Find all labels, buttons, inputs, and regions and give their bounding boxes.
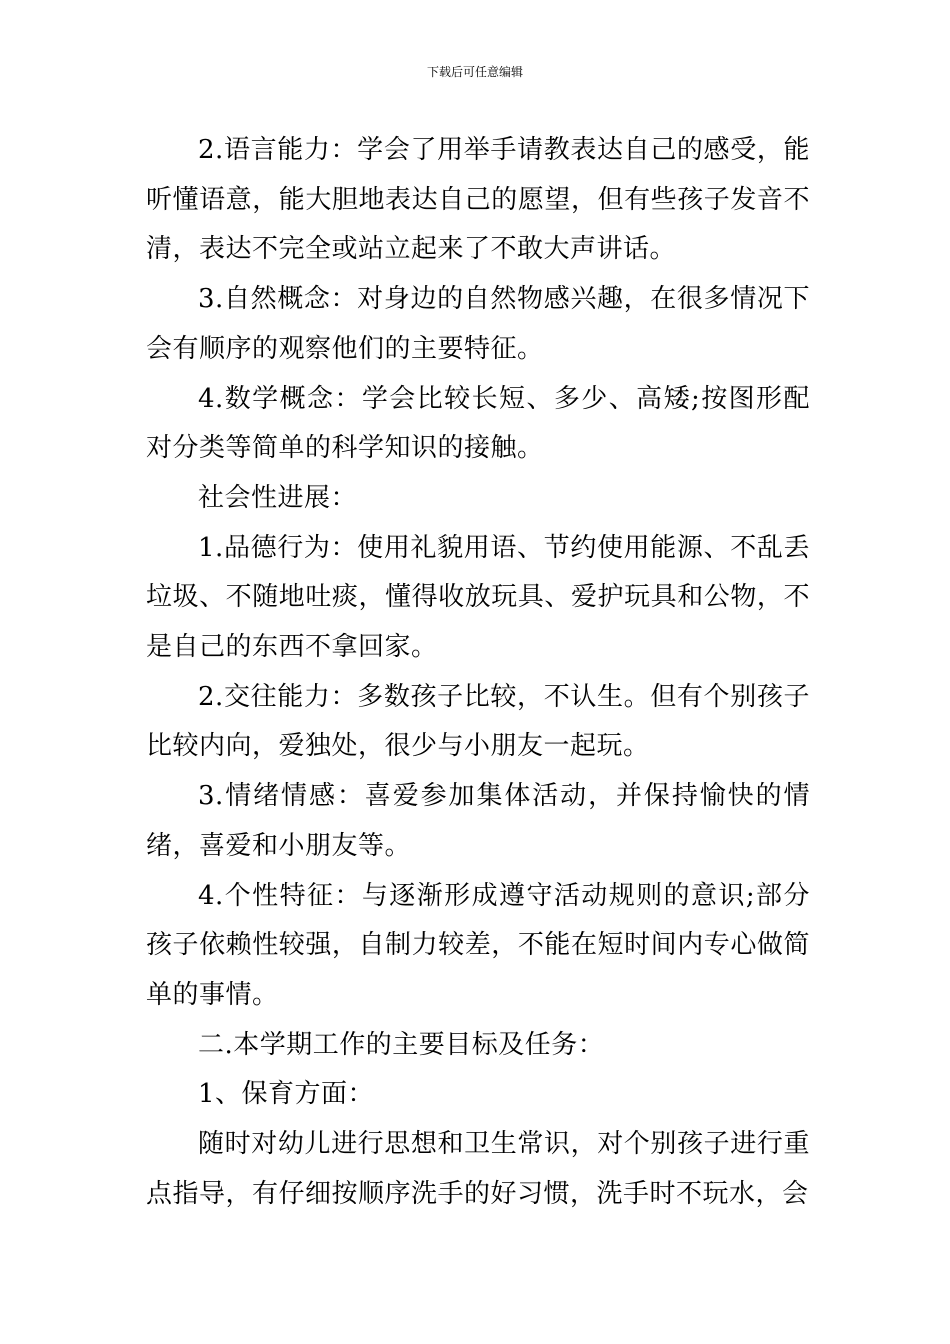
paragraph-communication-ability: 2.交往能力：多数孩子比较，不认生。但有个别孩子比较内向，爱独处，很少与小朋友一起玩。 <box>146 681 810 762</box>
paragraph-semester-goals-heading: 二.本学期工作的主要目标及任务： <box>198 1029 605 1060</box>
paragraph-care-details: 随时对幼儿进行思想和卫生常识，对个别孩子进行重点指导，有仔细按顺序洗手的好习惯，洗手时不玩水，会 <box>146 1129 810 1209</box>
page-header: 下载后可任意编辑 <box>426 65 523 79</box>
paragraph-math-concept: 4.数学概念：学会比较长短、多少、高矮;按图形配对分类等简单的科学知识的接触。 <box>146 383 810 464</box>
document-body <box>146 126 810 1219</box>
paragraph-moral-behavior: 1.品德行为：使用礼貌用语、节约使用能源、不乱丢垃圾、不随地吐痰，懂得收放玩具、爱护玩具和公物，不是自己的东西不拿回家。 <box>146 532 810 663</box>
paragraph-care-heading: 1、保育方面： <box>198 1079 375 1110</box>
paragraph-emotion: 3.情绪情感：喜爱参加集体活动，并保持愉快的情绪，喜爱和小朋友等。 <box>146 781 810 861</box>
paragraph-personality: 4.个性特征：与逐渐形成遵守活动规则的意识;部分孩子依赖性较强，自制力较差，不能在短时间内专心做简单的事情。 <box>146 880 810 1010</box>
paragraph-social-development-heading: 社会性进展： <box>198 482 358 513</box>
paragraph-nature-concept: 3.自然概念：对身边的自然物感兴趣，在很多情况下会有顺序的观察他们的主要特征。 <box>146 284 810 364</box>
paragraph-language-ability: 2.语言能力：学会了用举手请教表达自己的感受，能听懂语意，能大胆地表达自己的愿望，但有些孩子发音不清，表达不完全或站立起来了不敢大声讲话。 <box>146 135 810 265</box>
